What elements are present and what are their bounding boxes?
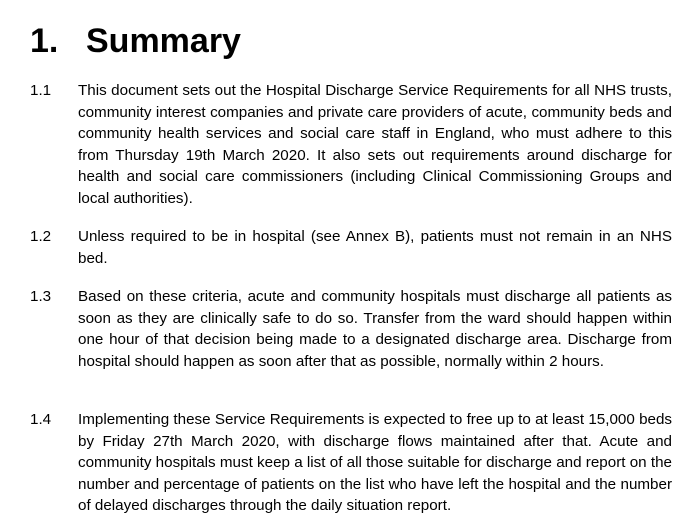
section-title: Summary: [86, 22, 241, 60]
paragraph-number: 1.1: [30, 82, 52, 99]
paragraph-1-3: [30, 286, 672, 372]
paragraph-number: 1.2: [30, 228, 52, 245]
section-heading: [30, 18, 241, 64]
paragraph-number: 1.4: [30, 411, 52, 428]
paragraph-text: Implementing these Service Requirements is expected to free up to at least 15,000 beds by Friday 27th March 2020, with discharge flows maintained after that. Acute and community hospitals must keep a list of all those suitable for discharge and report on the number and percentage of patients on the list who have left the hospital and the number of delayed discharges through the daily situation report.: [78, 411, 672, 515]
paragraph-text: This document sets out the Hospital Discharge Service Requirements for all NHS trusts, community interest companies and private care providers of acute, community beds and community health services and social care staff in England, who must adhere to this from Thursday 19th March 2020. It also sets out requirements around discharge for health and social care commissioners (including Clinical Commissioning Groups and local authorities).: [78, 82, 672, 207]
paragraph-number: 1.3: [30, 288, 52, 305]
paragraph-1-4: [30, 409, 672, 517]
paragraph-text: Based on these criteria, acute and community hospitals must discharge all patients as soon as they are clinically safe to do so. Transfer from the ward should happen within one hour of that decision being made to a designated discharge area. Discharge from hospital should happen as soon after that as possible, normally within 2 hours.: [78, 288, 672, 370]
section-number: 1.: [30, 22, 59, 60]
paragraph-1-1: [30, 80, 672, 210]
paragraph-text: Unless required to be in hospital (see Annex B), patients must not remain in an NHS bed.: [78, 228, 672, 267]
paragraph-1-2: [30, 226, 672, 269]
